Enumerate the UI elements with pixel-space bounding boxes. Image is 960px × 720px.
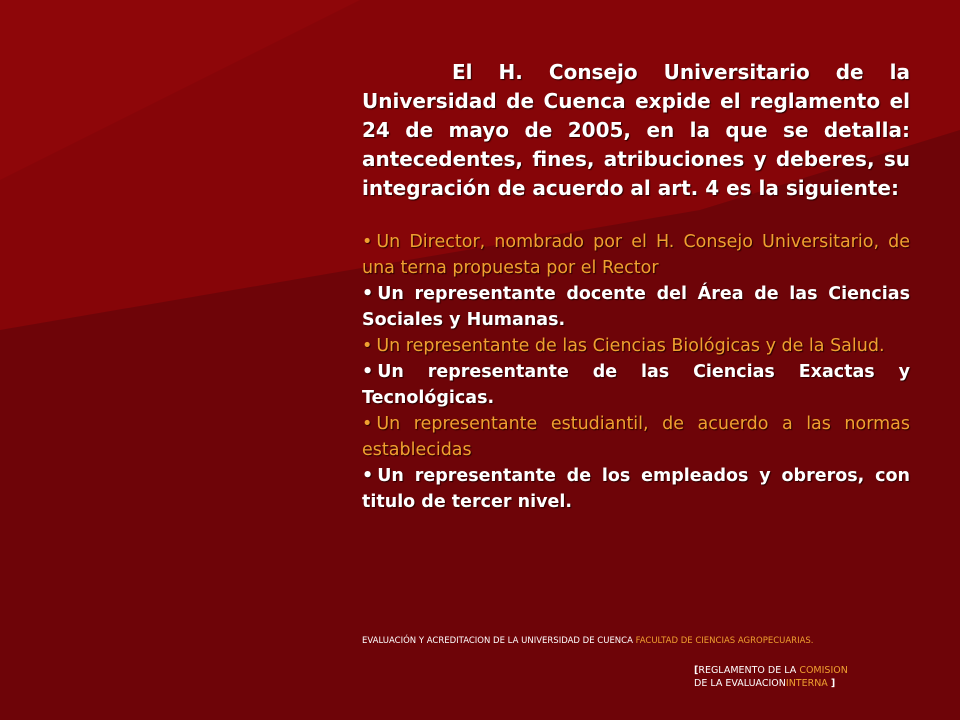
list-item: • Un representante estudiantil, de acuerdo a las normas establecidas (362, 414, 910, 460)
footer-university: EVALUACIÓN Y ACREDITACION DE LA UNIVERSIDAD DE CUENCA (362, 636, 633, 646)
list-item: • Un Director, nombrado por el H. Consejo Universitario, de una terna propuesta por el Rector (362, 232, 910, 278)
list-item: • Un representante de las Ciencias Exactas y Tecnológicas. (362, 362, 910, 408)
intro-paragraph: El H. Consejo Universitario de la Universidad de Cuenca expide el reglamento el 24 de mayo de 2005, en la que se detalla: antecedentes, fines, atribuciones y deberes, su integración de acuerdo al art. 4 es la siguiente: (362, 60, 910, 200)
members-list (362, 229, 910, 515)
footer-reglamento (694, 664, 894, 690)
bullet-icon: • (362, 362, 374, 382)
comision-label: COMISION (799, 665, 848, 676)
footer-institution (362, 636, 952, 646)
list-item: • Un representante docente del Área de las Ciencias Sociales y Humanas. (362, 284, 910, 330)
bullet-icon: • (362, 414, 373, 434)
list-item: • Un representante de las Ciencias Biológicas y de la Salud. (362, 336, 885, 356)
bullet-icon: • (362, 284, 374, 304)
interna-label: INTERNA (785, 678, 828, 689)
reglamento-label: REGLAMENTO DE LA (698, 665, 797, 676)
bullet-icon: • (362, 466, 374, 486)
evaluacion-label: DE LA EVALUACION (694, 678, 786, 689)
bullet-icon: • (362, 336, 373, 356)
bullet-icon: • (362, 232, 373, 252)
list-item: • Un representante de los empleados y obreros, con titulo de tercer nivel. (362, 466, 910, 512)
bracket-open: [ (694, 665, 699, 676)
slide-content (362, 58, 910, 515)
bracket-close: ] (830, 678, 836, 689)
footer-faculty: FACULTAD DE CIENCIAS AGROPECUARIAS. (635, 636, 814, 646)
